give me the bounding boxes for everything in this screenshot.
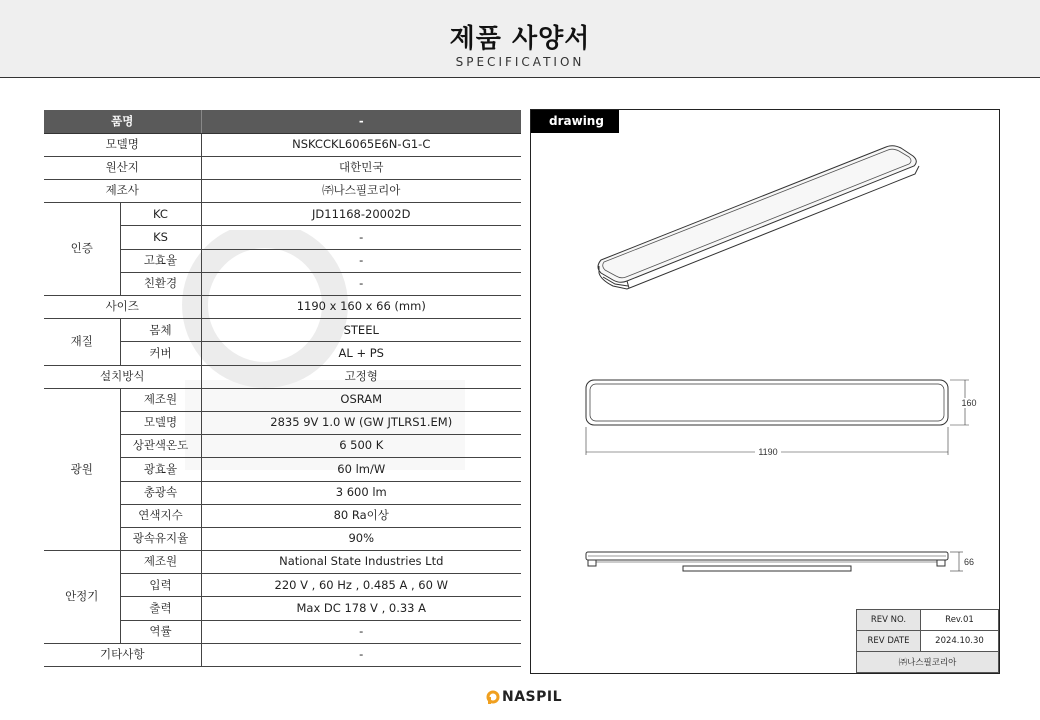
spec-label: 기타사항 [44,643,201,666]
footer-logo [486,687,563,707]
dim-width-label: 1190 [758,447,778,457]
spec-row-ballast-maker [44,551,521,574]
spec-sub-label: 제조원 [120,388,201,411]
spec-sub-label: 연색지수 [120,504,201,527]
spec-sub-label: 상관색온도 [120,435,201,458]
spec-label: 제조사 [44,180,201,203]
spec-row-light-maker [44,388,521,411]
spec-sub-label: 모델명 [120,411,201,434]
spec-value: - [201,620,521,643]
spec-row-origin [44,156,521,179]
spec-sub-label: 역률 [120,620,201,643]
spec-row-etc [44,643,521,666]
spec-value: 6 500 K [201,435,521,458]
spec-sub-label: 커버 [120,342,201,365]
page-title: 제품 사양서 [449,24,591,54]
isometric-view [598,146,919,289]
spec-value: Max DC 178 V , 0.33 A [201,597,521,620]
spec-sub-label: 친환경 [120,272,201,295]
spec-table [44,110,521,667]
spec-row-product [44,110,521,133]
spec-sub-label: 입력 [120,574,201,597]
spec-sub-label: 출력 [120,597,201,620]
drawing-tag: drawing [531,110,619,133]
rev-no-label: REV NO. [857,610,921,631]
spec-value: - [201,249,521,272]
spec-group-label: 안정기 [44,551,120,644]
spec-value: ㈜나스필코리아 [201,180,521,203]
spec-sub-label: KS [120,226,201,249]
revision-table [856,609,999,673]
spec-row-material-body [44,319,521,342]
naspil-logo-icon [486,689,500,705]
spec-value: AL + PS [201,342,521,365]
spec-value: 1190 x 160 x 66 (mm) [201,296,521,319]
spec-label: 원산지 [44,156,201,179]
spec-group-label: 재질 [44,319,120,365]
drawing-panel [530,109,1000,674]
spec-label: 모델명 [44,133,201,156]
spec-label: 설치방식 [44,365,201,388]
spec-sub-label: 광효율 [120,458,201,481]
spec-row-install [44,365,521,388]
spec-value: 고정형 [201,365,521,388]
spec-value: 60 lm/W [201,458,521,481]
spec-sub-label: 고효율 [120,249,201,272]
spec-value: - [201,643,521,666]
spec-row-cert-kc [44,203,521,226]
spec-value: STEEL [201,319,521,342]
spec-sub-label: 광속유지율 [120,527,201,550]
spec-value: - [201,110,521,133]
rev-company: ㈜나스필코리아 [857,652,999,673]
product-drawing [531,110,1001,675]
spec-value: - [201,226,521,249]
spec-label: 사이즈 [44,296,201,319]
spec-value: 220 V , 60 Hz , 0.485 A , 60 W [201,574,521,597]
spec-value: 2835 9V 1.0 W (GW JTLRS1.EM) [201,411,521,434]
spec-row-size [44,296,521,319]
spec-value: JD11168-20002D [201,203,521,226]
page-header [0,0,1040,78]
spec-value: NSKCCKL6065E6N-G1-C [201,133,521,156]
top-view [586,380,969,455]
spec-value: 3 600 lm [201,481,521,504]
spec-value: 90% [201,527,521,550]
spec-value: OSRAM [201,388,521,411]
spec-row-model [44,133,521,156]
dim-depth-label: 160 [961,398,977,408]
dim-height-label: 66 [963,557,975,567]
logo-text: NASPIL [502,689,563,705]
rev-date-label: REV DATE [857,631,921,652]
spec-value: - [201,272,521,295]
spec-value: 80 Ra이상 [201,504,521,527]
page-subtitle: SPECIFICATION [455,55,585,69]
rev-row-company [857,652,999,673]
rev-row-date [857,631,999,652]
spec-row-maker [44,180,521,203]
spec-sub-label: KC [120,203,201,226]
side-view [586,552,963,571]
spec-group-label: 광원 [44,388,120,550]
rev-date-value: 2024.10.30 [921,631,999,652]
spec-sub-label: 제조원 [120,551,201,574]
spec-label: 품명 [44,110,201,133]
spec-value: 대한민국 [201,156,521,179]
spec-group-label: 인증 [44,203,120,296]
spec-sub-label: 몸체 [120,319,201,342]
spec-sub-label: 총광속 [120,481,201,504]
rev-row-no [857,610,999,631]
spec-value: National State Industries Ltd [201,551,521,574]
rev-no-value: Rev.01 [921,610,999,631]
